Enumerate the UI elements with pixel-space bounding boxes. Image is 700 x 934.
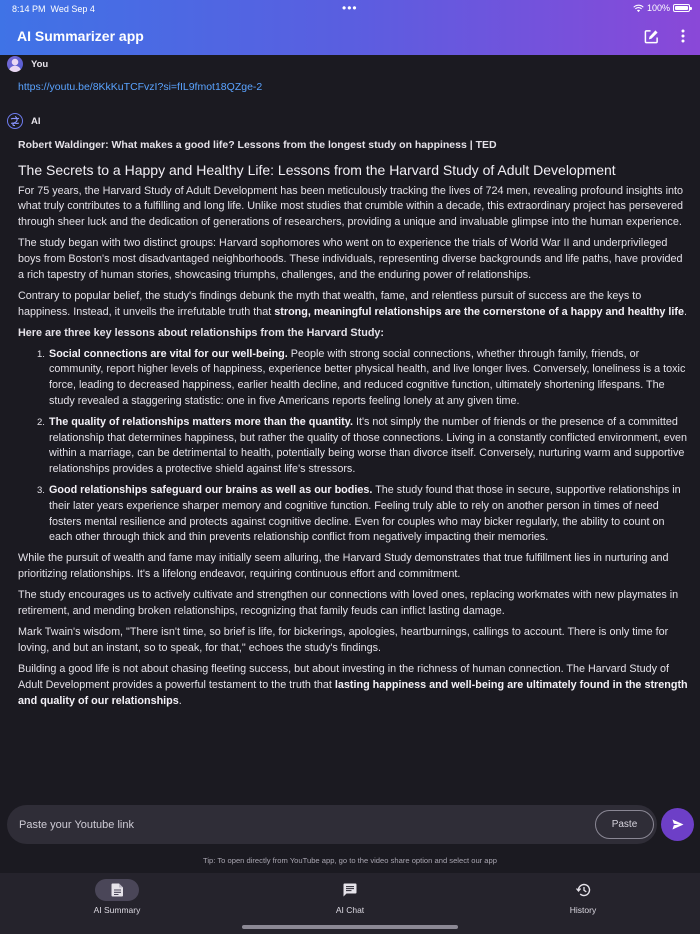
nav-label: AI Chat <box>335 905 365 915</box>
link-input-bar <box>7 805 657 844</box>
summary-icon <box>111 883 124 897</box>
chat-icon <box>343 883 357 897</box>
app-header <box>0 0 700 55</box>
user-message-header <box>7 56 48 72</box>
youtube-link-input[interactable] <box>19 814 579 835</box>
status-right <box>633 3 690 13</box>
multitask-dots-icon[interactable]: ••• <box>342 1 358 15</box>
send-icon <box>672 819 684 830</box>
bottom-navigation <box>0 873 700 934</box>
battery-icon <box>673 4 690 12</box>
chat-content[interactable] <box>0 55 700 805</box>
ai-logo-icon <box>9 115 21 127</box>
status-bar <box>0 0 700 18</box>
status-time: 8:14 PM Wed Sep 4 <box>12 4 95 14</box>
summary-paragraph-7: Building a good life is not about chasing fleeting success, but about investing in the richness of human connection. The Harvard Study of Adult Development provides a powerful testament to the truth that lasting happiness and well-being are ultimately found in the strength and quality of our relationships. <box>18 663 688 707</box>
list-item <box>37 347 690 410</box>
nav-item-ai-chat[interactable] <box>290 879 410 915</box>
video-title: Robert Waldinger: What makes a good life? Lessons from the longest study on happiness | TED <box>18 139 497 151</box>
list-item-number: 2. <box>37 416 45 428</box>
user-youtube-link[interactable]: https://youtu.be/8KkKuTCFvzI?si=fIL9fmot18QZge-2 <box>18 81 263 93</box>
summary-paragraph-3: Contrary to popular belief, the study's findings debunk the myth that wealth, fame, and relentless pursuit of success are the keys to happiness. Instead, it unveils the irrefutable truth that strong, meaningful relationships are the cornerstone of a happy and healthy life. <box>18 289 688 318</box>
lessons-heading: Here are three key lessons about relationships from the Harvard Study: <box>18 326 385 339</box>
list-item-text: Good relationships safeguard our brains as well as our bodies. The study found that those in secure, supportive relationships in their later years experience sharper memory and cognitive function. Feeling truly able to rely on another person in times of need fosters mental resilience and protects against cognitive decline. Even for couples who may bicker regularly, the ability to count on each other through thick and thin prevents relationship conflict from negatively impacting their memories. <box>49 484 681 544</box>
list-item-number: 3. <box>37 485 45 497</box>
nav-label: AI Summary <box>93 905 141 915</box>
nav-icon-pill <box>561 879 605 901</box>
list-item-text: The quality of relationships matters more than the quantity. It's not simply the number of friends or the presence of a committed relationship that determines happiness, but rather the quality of those connections. Living in a constantly conflicted environment, even within a marriage, can be detrimental to health, potentially being worse than divorce itself. Conversely, nurturing warm and supportive relationships provides a protective shield against life's stressors. <box>49 415 687 475</box>
list-item-text: Social connections are vital for our well-being. People with strong social connections, whether through family, friends, or community, report higher levels of happiness, experience better physical health, and live longer lives. Conversely, loneliness is a toxic force, leading to decreased happiness, earlier health decline, and reduced cognitive function, ultimately shortening lifespans. The study revealed a staggering statistic: one in five Americans reports feeling lonely at any given time. <box>49 347 686 407</box>
nav-icon-pill <box>328 879 372 901</box>
more-vertical-icon <box>681 29 685 43</box>
home-indicator[interactable] <box>242 925 458 929</box>
nav-icon-pill <box>95 879 139 901</box>
ai-message-header <box>7 113 41 129</box>
list-item <box>37 483 690 546</box>
wifi-icon <box>633 4 644 13</box>
user-sender-name: You <box>31 58 49 70</box>
status-date: Wed Sep 4 <box>50 4 95 14</box>
app-title: AI Summarizer app <box>17 28 144 44</box>
summary-paragraph-1: For 75 years, the Harvard Study of Adult Development has been meticulously tracking the lives of 724 men, revealing profound insights into what truly contributes to a fulfilling and long life. Unlike most studies that crumble within a decade, this extraordinary project has persevered through sheer luck and the dedication of generations of researchers, providing a unique and invaluable glimpse into the human experience. <box>18 184 683 229</box>
ai-summary-body <box>18 138 690 715</box>
summary-paragraph-4: While the pursuit of wealth and fame may initially seem alluring, the Harvard Study demonstrates that true fulfillment lies in nurturing and prioritizing relationships. It's a lifelong endeavor, requiring continuous effort and commitment. <box>18 552 669 581</box>
ai-avatar <box>7 113 23 129</box>
battery-fill <box>675 6 688 10</box>
lessons-list <box>37 347 690 546</box>
summary-paragraph-2: The study began with two distinct groups: Harvard sophomores who went on to experience the trials of World War II and underprivileged boys from Boston's most disadvantaged neighborhoods. These individuals, representing diverse backgrounds and life paths, have provided a rich tapestry of human stories, showcasing triumphs, challenges, and the enduring power of relationships. <box>18 237 683 281</box>
nav-item-history[interactable] <box>523 879 643 915</box>
more-options-button[interactable] <box>673 26 693 46</box>
edit-button[interactable] <box>641 26 661 46</box>
paste-button[interactable]: Paste <box>595 810 654 839</box>
ai-sender-name: AI <box>31 115 41 127</box>
list-item <box>37 415 690 478</box>
history-icon <box>576 883 591 897</box>
list-item-number: 1. <box>37 348 45 360</box>
nav-item-ai-summary[interactable] <box>57 879 177 915</box>
user-avatar <box>7 56 23 72</box>
summary-paragraph-5: The study encourages us to actively cultivate and strengthen our connections with loved ones, replacing workmates with new playmates in retirement, and mending broken relationships, recognizing that family feuds can inflict lasting damage. <box>18 589 679 618</box>
tip-text: Tip: To open directly from YouTube app, go to the video share option and select our app <box>203 856 497 865</box>
summary-headline: The Secrets to a Happy and Healthy Life: Lessons from the Harvard Study of Adult Development <box>18 161 616 178</box>
summary-paragraph-6: Mark Twain's wisdom, "There isn't time, so brief is life, for bickerings, apologies, heartburnings, callings to account. There is only time for loving, and but an instant, so to speak, for that," echoes the study's findings. <box>18 626 669 654</box>
send-button[interactable] <box>661 808 694 841</box>
nav-label: History <box>569 905 597 915</box>
battery-percent: 100% <box>646 3 670 13</box>
edit-icon <box>644 29 659 44</box>
